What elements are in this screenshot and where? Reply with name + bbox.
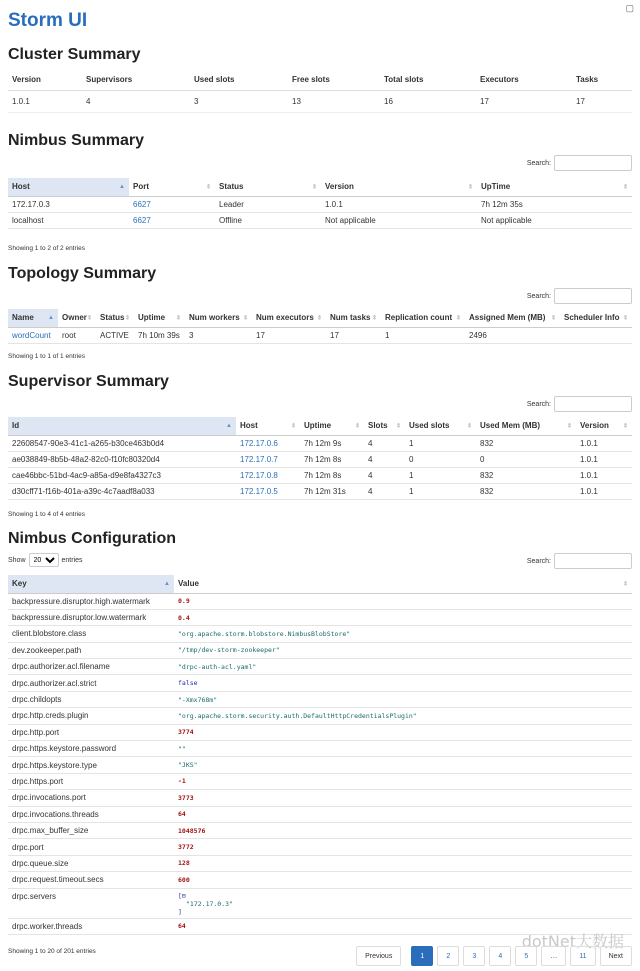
config-value: 3774 bbox=[178, 728, 194, 737]
nimbus-header-port[interactable] bbox=[129, 178, 215, 196]
cluster-cell: 3 bbox=[190, 90, 288, 112]
page-button-ellipsis[interactable]: … bbox=[541, 946, 566, 966]
config-row bbox=[8, 659, 632, 675]
topology-header-name[interactable] bbox=[8, 309, 58, 327]
config-value: "/tmp/dev-storm-zookeeper" bbox=[178, 646, 280, 655]
config-value: -1 bbox=[178, 777, 186, 786]
nimbus-header-label: Port bbox=[133, 182, 149, 192]
nimbus-header-version[interactable] bbox=[321, 178, 477, 196]
cluster-summary-title: Cluster Summary bbox=[8, 46, 141, 63]
supervisor-row bbox=[8, 467, 632, 483]
cluster-cell: 16 bbox=[380, 90, 476, 112]
nimbus-cell: Leader bbox=[219, 199, 244, 209]
next-page-button[interactable]: Next bbox=[600, 946, 632, 966]
nimbus-header-label: Status bbox=[219, 182, 244, 192]
sort-both-icon: ⇕ bbox=[354, 423, 360, 430]
nimbus-cell: 7h 12m 35s bbox=[481, 199, 523, 209]
nimbus-summary-title: Nimbus Summary bbox=[8, 132, 145, 149]
config-row bbox=[8, 790, 632, 806]
nimbus-configuration-title: Nimbus Configuration bbox=[8, 530, 176, 547]
sort-ascending-icon: ▲ bbox=[119, 183, 125, 190]
config-value: "-Xmx768m" bbox=[178, 695, 218, 704]
nimbus-search-label: Search: bbox=[526, 159, 551, 167]
cluster-header-supervisors: Supervisors bbox=[86, 75, 133, 85]
sort-ascending-icon: ▲ bbox=[164, 580, 170, 587]
config-value: "org.apache.storm.security.auth.DefaultHttpCredentialsPlugin" bbox=[178, 711, 417, 720]
config-search-input[interactable] bbox=[554, 553, 632, 569]
config-row bbox=[8, 609, 632, 625]
supervisor-header-host[interactable] bbox=[236, 417, 300, 435]
config-search bbox=[527, 553, 632, 569]
config-key: drpc.invocations.threads bbox=[12, 809, 99, 819]
topology-header-scheduler-info[interactable] bbox=[560, 309, 632, 327]
topology-header-status[interactable] bbox=[96, 309, 134, 327]
sort-both-icon: ⇕ bbox=[124, 315, 130, 322]
topology-cell: 2496 bbox=[469, 330, 487, 340]
config-value: 600 bbox=[178, 875, 190, 884]
config-key: backpressure.disruptor.low.watermark bbox=[12, 613, 147, 623]
supervisor-header-label: Version bbox=[580, 421, 609, 431]
nimbus-cell: 172.17.0.3 bbox=[12, 199, 50, 209]
sort-both-icon: ⇕ bbox=[290, 423, 296, 430]
cluster-header-total-slots: Total slots bbox=[384, 75, 424, 85]
config-row bbox=[8, 822, 632, 838]
supervisor-header-version[interactable] bbox=[576, 417, 632, 435]
brand-title[interactable]: Storm UI bbox=[8, 10, 88, 31]
nimbus-cell: Not applicable bbox=[325, 215, 376, 225]
config-row bbox=[8, 626, 632, 642]
topology-header-label: Replication count bbox=[385, 313, 453, 323]
supervisor-header-label: Uptime bbox=[304, 421, 332, 431]
cluster-cell: 1.0.1 bbox=[8, 90, 82, 112]
config-value: "" bbox=[178, 744, 186, 753]
sort-both-icon: ⇕ bbox=[86, 315, 92, 322]
config-key: drpc.port bbox=[12, 842, 44, 852]
config-key: drpc.childopts bbox=[12, 695, 62, 705]
cluster-summary-table bbox=[8, 70, 632, 113]
supervisor-cell: 7h 12m 31s bbox=[304, 486, 346, 496]
config-key: drpc.https.keystore.password bbox=[12, 744, 117, 754]
topology-search-input[interactable] bbox=[554, 288, 632, 304]
supervisor-cell: 7h 12m 8s bbox=[304, 454, 342, 464]
supervisor-cell: 1.0.1 bbox=[580, 454, 598, 464]
supervisor-cell: 1.0.1 bbox=[580, 486, 598, 496]
cluster-header-used-slots: Used slots bbox=[194, 75, 235, 85]
config-key: drpc.queue.size bbox=[12, 858, 69, 868]
pagination bbox=[356, 946, 632, 966]
supervisor-cell: 1.0.1 bbox=[580, 438, 598, 448]
config-row bbox=[8, 839, 632, 855]
nimbus-cell: Offline bbox=[219, 215, 242, 225]
config-header-label: Value bbox=[178, 579, 199, 589]
config-key: drpc.servers bbox=[12, 891, 57, 901]
nimbus-search bbox=[527, 155, 632, 171]
topology-cell[interactable]: wordCount bbox=[12, 330, 51, 340]
page-size-select[interactable] bbox=[29, 553, 59, 567]
watermark: dotNet大数据 bbox=[521, 932, 624, 951]
config-key: dev.zookeeper.path bbox=[12, 645, 82, 655]
supervisor-cell: 0 bbox=[409, 454, 414, 464]
nimbus-search-input[interactable] bbox=[554, 155, 632, 171]
supervisor-header-slots[interactable] bbox=[364, 417, 405, 435]
config-key: drpc.https.port bbox=[12, 776, 64, 786]
config-row bbox=[8, 855, 632, 871]
config-key: drpc.request.timeout.secs bbox=[12, 875, 104, 885]
sort-both-icon: ⇕ bbox=[622, 315, 628, 322]
config-value: 64 bbox=[178, 810, 186, 819]
supervisor-header-label: Slots bbox=[368, 421, 388, 431]
sort-both-icon: ⇕ bbox=[622, 184, 628, 191]
nimbus-header-label: UpTime bbox=[481, 182, 511, 192]
supervisor-cell: 1 bbox=[409, 486, 414, 496]
nimbus-info: Showing 1 to 2 of 2 entries bbox=[8, 245, 85, 252]
config-header-value[interactable] bbox=[174, 575, 632, 593]
topology-header-num-tasks[interactable] bbox=[326, 309, 381, 327]
supervisor-cell[interactable]: 172.17.0.5 bbox=[240, 486, 278, 496]
config-value: false bbox=[178, 679, 198, 688]
topology-cell: 17 bbox=[256, 330, 265, 340]
page-button-4[interactable]: 4 bbox=[489, 946, 511, 966]
nimbus-cell[interactable]: 6627 bbox=[133, 215, 151, 225]
cluster-header-free-slots: Free slots bbox=[292, 75, 330, 85]
topology-header-label: Name bbox=[12, 313, 34, 323]
nimbus-row bbox=[8, 212, 632, 228]
supervisor-cell: 832 bbox=[480, 470, 494, 480]
config-row bbox=[8, 773, 632, 789]
supervisor-header-uptime[interactable] bbox=[300, 417, 364, 435]
topology-header-label: Status bbox=[100, 313, 125, 323]
entries-label: entries bbox=[61, 556, 83, 564]
nimbus-summary-table bbox=[8, 178, 632, 229]
config-value: 64 bbox=[178, 922, 186, 931]
supervisor-search-label: Search: bbox=[526, 400, 551, 408]
supervisor-cell: 4 bbox=[368, 470, 373, 480]
supervisor-header-label: Used Mem (MB) bbox=[480, 421, 541, 431]
show-label: Show bbox=[8, 556, 26, 564]
supervisor-header-used-slots[interactable] bbox=[405, 417, 476, 435]
topology-header-num-executors[interactable] bbox=[252, 309, 326, 327]
topology-header-label: Num tasks bbox=[330, 313, 371, 323]
topology-cell: 17 bbox=[330, 330, 339, 340]
sort-both-icon: ⇕ bbox=[455, 315, 461, 322]
supervisor-search-input[interactable] bbox=[554, 396, 632, 412]
cluster-cell: 17 bbox=[572, 90, 632, 112]
cluster-header-tasks: Tasks bbox=[576, 75, 599, 85]
sort-both-icon: ⇕ bbox=[466, 423, 472, 430]
supervisor-cell: 4 bbox=[368, 454, 373, 464]
nimbus-cell: 1.0.1 bbox=[325, 199, 343, 209]
sort-both-icon: ⇕ bbox=[467, 184, 473, 191]
nimbus-header-uptime[interactable] bbox=[477, 178, 632, 196]
cluster-row bbox=[8, 90, 632, 112]
topology-header-label: Assigned Mem (MB) bbox=[469, 313, 546, 323]
supervisor-cell: 832 bbox=[480, 438, 494, 448]
config-value: 3772 bbox=[178, 843, 194, 852]
box-icon: ▢ bbox=[625, 3, 634, 13]
config-key: drpc.worker.threads bbox=[12, 921, 83, 931]
topology-header-num-workers[interactable] bbox=[185, 309, 252, 327]
supervisor-cell: ae038849-8b5b-48a2-82c0-f10fc80320d4 bbox=[12, 454, 160, 464]
config-row bbox=[8, 806, 632, 822]
nimbus-header-host[interactable] bbox=[8, 178, 129, 196]
config-value: [⊟ "172.17.0.3" ] bbox=[178, 891, 233, 916]
cluster-cell: 17 bbox=[476, 90, 572, 112]
nimbus-header-label: Host bbox=[12, 182, 30, 192]
topology-header-label: Owner bbox=[62, 313, 87, 323]
supervisor-cell[interactable]: 172.17.0.6 bbox=[240, 438, 278, 448]
supervisor-cell[interactable]: 172.17.0.7 bbox=[240, 454, 278, 464]
sort-both-icon: ⇕ bbox=[205, 184, 211, 191]
config-header-label: Key bbox=[12, 579, 27, 589]
supervisor-cell: 7h 12m 9s bbox=[304, 438, 342, 448]
topology-cell: root bbox=[62, 330, 76, 340]
config-key: backpressure.disruptor.high.watermark bbox=[12, 596, 150, 606]
cluster-cell: 4 bbox=[82, 90, 190, 112]
config-value: "drpc-auth-acl.yaml" bbox=[178, 662, 257, 671]
supervisor-row bbox=[8, 451, 632, 467]
config-row bbox=[8, 872, 632, 888]
topology-header-label: Scheduler Info bbox=[564, 313, 620, 323]
topology-summary-title: Topology Summary bbox=[8, 265, 157, 282]
topology-search bbox=[527, 288, 632, 304]
config-row bbox=[8, 642, 632, 658]
config-value: 128 bbox=[178, 859, 190, 868]
supervisor-header-label: Id bbox=[12, 421, 20, 431]
config-key: drpc.invocations.port bbox=[12, 793, 86, 803]
topology-cell: ACTIVE bbox=[100, 330, 129, 340]
supervisor-cell: 1 bbox=[409, 470, 414, 480]
config-key: drpc.authorizer.acl.filename bbox=[12, 662, 110, 672]
supervisor-cell[interactable]: 172.17.0.8 bbox=[240, 470, 278, 480]
page-button-2[interactable]: 2 bbox=[437, 946, 459, 966]
previous-page-button[interactable]: Previous bbox=[356, 946, 401, 966]
nimbus-header-label: Version bbox=[325, 182, 354, 192]
topology-info: Showing 1 to 1 of 1 entries bbox=[8, 353, 85, 360]
topology-cell: 3 bbox=[189, 330, 194, 340]
supervisor-header-used-mem-mb[interactable] bbox=[476, 417, 576, 435]
config-row bbox=[8, 691, 632, 707]
sort-both-icon: ⇕ bbox=[316, 315, 322, 322]
sort-ascending-icon: ▲ bbox=[226, 422, 232, 429]
config-row bbox=[8, 741, 632, 757]
supervisor-cell: 0 bbox=[480, 454, 485, 464]
config-row bbox=[8, 724, 632, 740]
config-key: client.blobstore.class bbox=[12, 629, 87, 639]
cluster-cell: 13 bbox=[288, 90, 380, 112]
supervisor-cell: 4 bbox=[368, 438, 373, 448]
cluster-header-version: Version bbox=[12, 75, 41, 85]
supervisor-summary-table bbox=[8, 417, 632, 500]
topology-header-uptime[interactable] bbox=[134, 309, 185, 327]
config-key: drpc.https.keystore.type bbox=[12, 760, 97, 770]
supervisor-cell: 4 bbox=[368, 486, 373, 496]
topology-header-label: Uptime bbox=[138, 313, 166, 323]
topology-header-owner[interactable] bbox=[58, 309, 96, 327]
config-key: drpc.http.creds.plugin bbox=[12, 711, 89, 721]
supervisor-cell: 1.0.1 bbox=[580, 470, 598, 480]
supervisor-summary-title: Supervisor Summary bbox=[8, 373, 169, 390]
cluster-header-executors: Executors bbox=[480, 75, 519, 85]
supervisor-header-label: Used slots bbox=[409, 421, 450, 431]
supervisor-header-label: Host bbox=[240, 421, 258, 431]
config-value: 0.4 bbox=[178, 613, 190, 622]
supervisor-row bbox=[8, 483, 632, 499]
sort-both-icon: ⇕ bbox=[550, 315, 556, 322]
supervisor-cell: 7h 12m 8s bbox=[304, 470, 342, 480]
config-value: 3773 bbox=[178, 793, 194, 802]
config-header-key[interactable] bbox=[8, 575, 174, 593]
supervisor-search bbox=[527, 396, 632, 412]
supervisor-cell: 22608547-90e3-41c1-a265-b30ce463b0d4 bbox=[12, 438, 165, 448]
sort-both-icon: ⇕ bbox=[622, 581, 628, 588]
page-button-3[interactable]: 3 bbox=[463, 946, 485, 966]
topology-summary-table bbox=[8, 309, 632, 344]
supervisor-cell: d30cff71-f16b-401a-a39c-4c7aadf8a033 bbox=[12, 486, 155, 496]
config-key: drpc.http.port bbox=[12, 727, 60, 737]
config-key: drpc.max_buffer_size bbox=[12, 826, 89, 836]
supervisor-cell: 1 bbox=[409, 438, 414, 448]
supervisor-row bbox=[8, 435, 632, 451]
config-page-length bbox=[8, 553, 83, 567]
sort-both-icon: ⇕ bbox=[566, 423, 572, 430]
topology-search-label: Search: bbox=[526, 292, 551, 300]
config-row bbox=[8, 593, 632, 609]
config-value: "org.apache.storm.blobstore.NimbusBlobStore" bbox=[178, 629, 351, 638]
supervisor-cell: 832 bbox=[480, 486, 494, 496]
topology-header-assigned-mem-mb[interactable] bbox=[465, 309, 560, 327]
nimbus-cell: Not applicable bbox=[481, 215, 532, 225]
topology-header-label: Num workers bbox=[189, 313, 240, 323]
page-button-1[interactable]: 1 bbox=[411, 946, 433, 966]
supervisor-cell: cae46bbc-51bd-4ac9-a85a-d9e8fa4327c3 bbox=[12, 470, 162, 480]
nimbus-cell[interactable]: 6627 bbox=[133, 199, 151, 209]
config-row bbox=[8, 708, 632, 724]
config-row bbox=[8, 888, 632, 918]
sort-both-icon: ⇕ bbox=[242, 315, 248, 322]
sort-both-icon: ⇕ bbox=[395, 423, 401, 430]
nimbus-configuration-table bbox=[8, 575, 632, 935]
topology-cell: 7h 10m 39s bbox=[138, 330, 180, 340]
topology-header-replication-count[interactable] bbox=[381, 309, 465, 327]
topology-row bbox=[8, 327, 632, 343]
topology-header-label: Num executors bbox=[256, 313, 314, 323]
sort-ascending-icon: ▲ bbox=[48, 314, 54, 321]
supervisor-info: Showing 1 to 4 of 4 entries bbox=[8, 511, 85, 518]
sort-both-icon: ⇕ bbox=[175, 315, 181, 322]
sort-both-icon: ⇕ bbox=[371, 315, 377, 322]
nimbus-cell: localhost bbox=[12, 215, 44, 225]
config-row bbox=[8, 757, 632, 773]
sort-both-icon: ⇕ bbox=[622, 423, 628, 430]
config-info: Showing 1 to 20 of 201 entries bbox=[8, 948, 96, 955]
config-value: 0.9 bbox=[178, 597, 190, 606]
topology-cell bbox=[560, 327, 632, 343]
page-button-5[interactable]: 5 bbox=[515, 946, 537, 966]
page-button-11[interactable]: 11 bbox=[570, 946, 595, 966]
topology-cell: 1 bbox=[385, 330, 390, 340]
nimbus-header-status[interactable] bbox=[215, 178, 321, 196]
config-row bbox=[8, 675, 632, 691]
sort-both-icon: ⇕ bbox=[311, 184, 317, 191]
config-key: drpc.authorizer.acl.strict bbox=[12, 678, 97, 688]
config-value: 1048576 bbox=[178, 826, 206, 835]
config-search-label: Search: bbox=[526, 557, 551, 565]
nimbus-row bbox=[8, 196, 632, 212]
config-value: "JKS" bbox=[178, 761, 198, 770]
supervisor-header-id[interactable] bbox=[8, 417, 236, 435]
